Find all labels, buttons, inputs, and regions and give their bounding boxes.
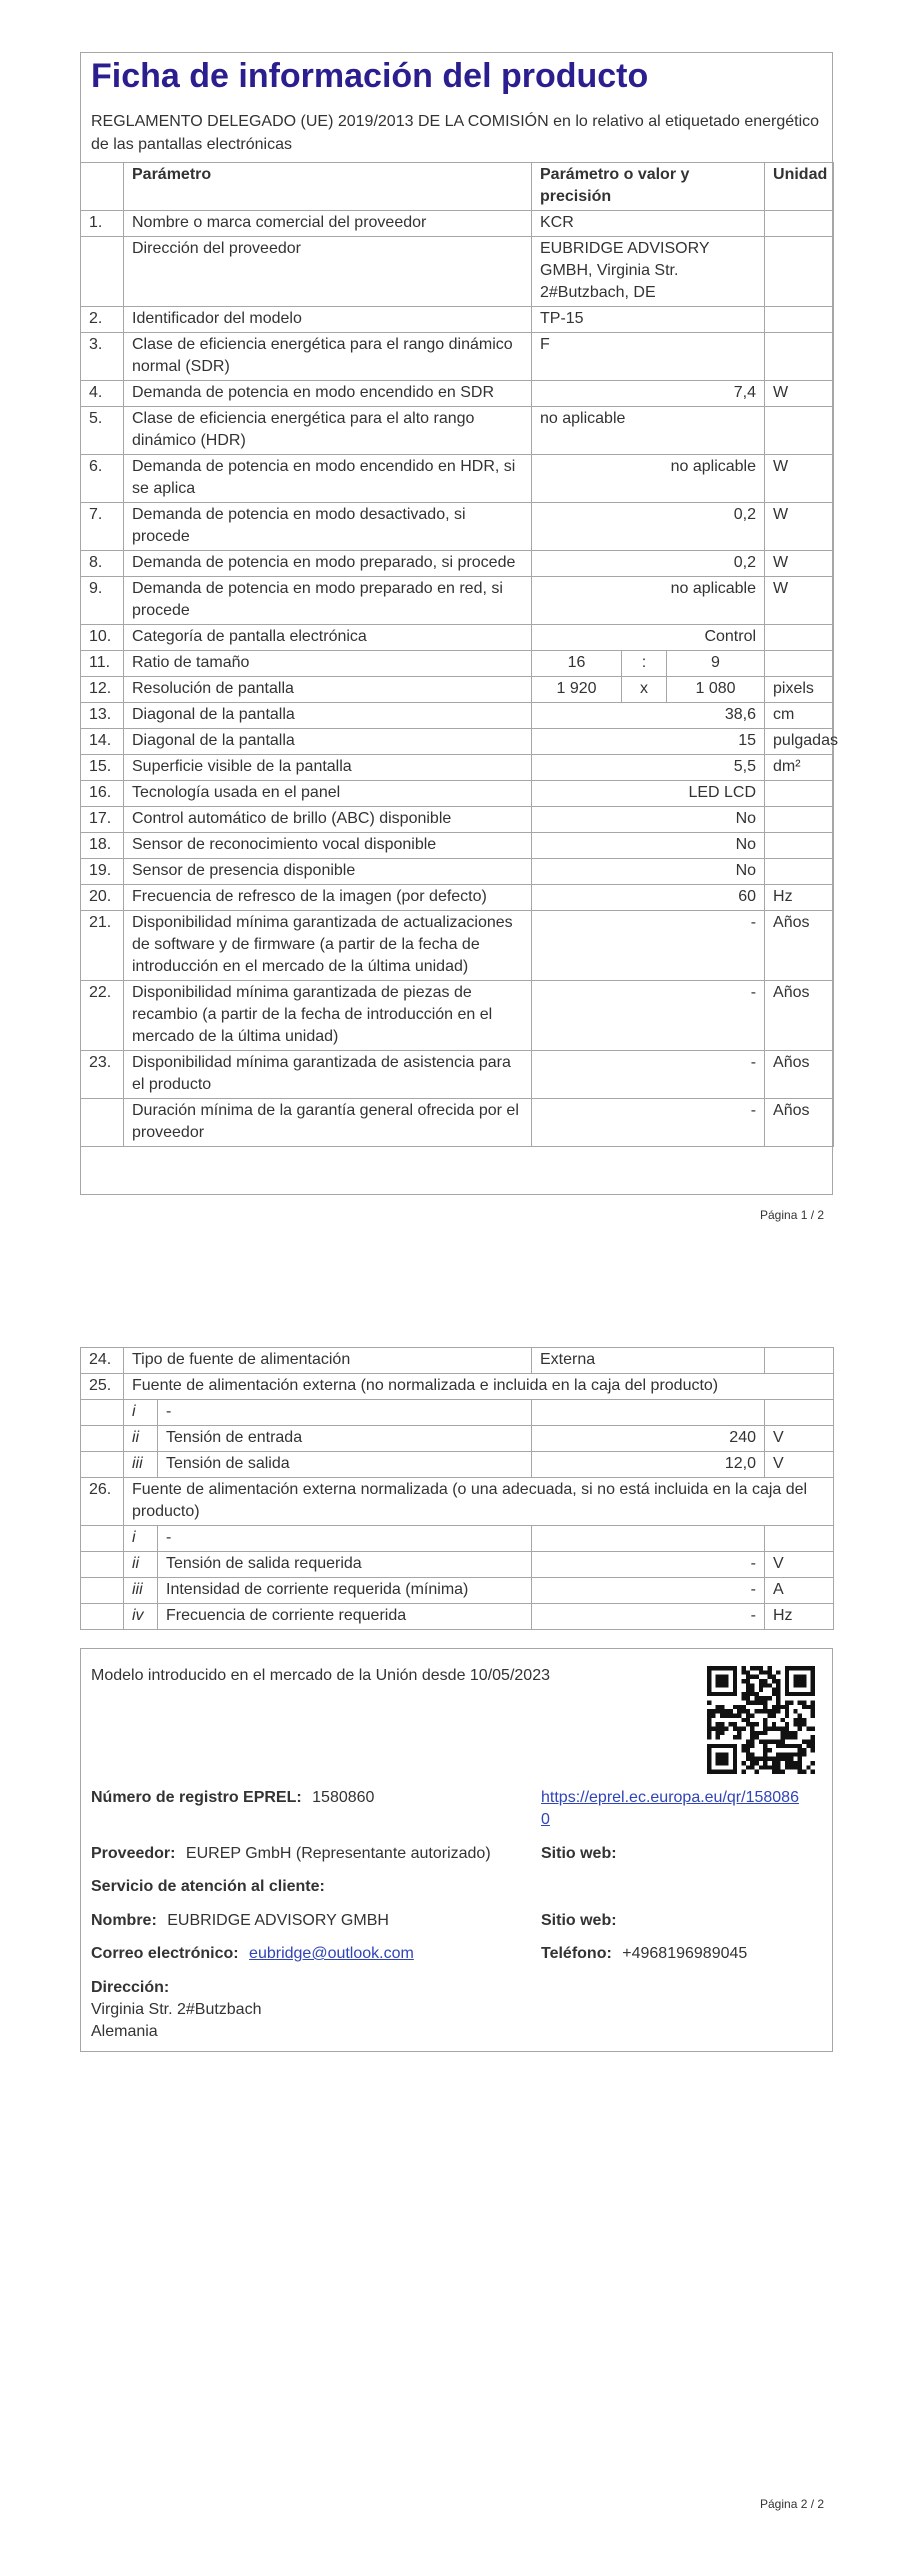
row-parameter: Nombre o marca comercial del proveedor <box>124 211 532 237</box>
market-intro: Modelo introducido en el mercado de la Unión desde 10/05/2023 <box>91 1667 550 1684</box>
page-subtitle: REGLAMENTO DELEGADO (UE) 2019/2013 DE LA COMISIÓN en lo relativo al etiquetado energético de las pantallas electrónicas <box>91 113 820 153</box>
row-value-a: 1 920 <box>532 677 622 703</box>
row-value: no aplicable <box>532 407 765 455</box>
row-value: - <box>532 981 765 1051</box>
row-value-a: 16 <box>532 651 622 677</box>
row-unit <box>765 333 834 381</box>
row-number: 22. <box>81 981 124 1051</box>
row-unit: pixels <box>765 677 834 703</box>
table-row: iii Tensión de salida 12,0 V <box>81 1452 834 1478</box>
row-unit <box>765 625 834 651</box>
row-number: 19. <box>81 859 124 885</box>
row-value: 5,5 <box>532 755 765 781</box>
row-parameter: Disponibilidad mínima garantizada de piezas de recambio (a partir de la fecha de introducción en el mercado de la última unidad) <box>124 981 532 1051</box>
row-value: No <box>532 859 765 885</box>
row-number: 20. <box>81 885 124 911</box>
row-unit <box>765 859 834 885</box>
row-unit <box>765 307 834 333</box>
row-value: 38,6 <box>532 703 765 729</box>
row-number: 16. <box>81 781 124 807</box>
email-link[interactable]: eubridge@outlook.com <box>249 1945 414 1962</box>
table-header-row <box>81 163 834 211</box>
row-number: 2. <box>81 307 124 333</box>
row-value: No <box>532 833 765 859</box>
provider-line <box>91 1843 491 1865</box>
row-unit: W <box>765 381 834 407</box>
row-parameter: Dirección del proveedor <box>124 237 532 307</box>
row-value: EUBRIDGE ADVISORY GMBH, Virginia Str. 2#Butzbach, DE <box>532 237 765 307</box>
row-unit: Hz <box>765 885 834 911</box>
row-unit: cm <box>765 703 834 729</box>
row-value-separator: : <box>622 651 667 677</box>
table-row <box>81 755 834 781</box>
row-number: 1. <box>81 211 124 237</box>
address-line-2: Alemania <box>91 2023 158 2040</box>
row-parameter: Control automático de brillo (ABC) disponible <box>124 807 532 833</box>
row-number: 10. <box>81 625 124 651</box>
row-unit: pulgadas <box>765 729 834 755</box>
row-number: 23. <box>81 1051 124 1099</box>
table-row <box>81 781 834 807</box>
phone-value: +4968196989045 <box>622 1945 748 1962</box>
row-unit <box>765 211 834 237</box>
row-parameter: Sensor de presencia disponible <box>124 859 532 885</box>
table-row: 25. Fuente de alimentación externa (no normalizada e incluida en la caja del producto) <box>81 1374 834 1400</box>
row-unit: Años <box>765 981 834 1051</box>
row-number <box>81 237 124 307</box>
row-number: 21. <box>81 911 124 981</box>
page-title: Ficha de información del producto <box>91 57 649 95</box>
row-number <box>81 1099 124 1147</box>
table-row <box>81 911 834 981</box>
row-value: No <box>532 807 765 833</box>
power-supply-table <box>80 1347 834 1630</box>
table-row <box>81 381 834 407</box>
table-row <box>81 859 834 885</box>
row-value: LED LCD <box>532 781 765 807</box>
phone-line <box>541 1943 747 1965</box>
row-value: - <box>532 1051 765 1099</box>
row-value: F <box>532 333 765 381</box>
col-header-unit: Unidad <box>765 163 834 211</box>
provider-label: Proveedor: <box>91 1845 176 1862</box>
row-number: 8. <box>81 551 124 577</box>
row-number: 18. <box>81 833 124 859</box>
row-value: no aplicable <box>532 577 765 625</box>
email-label: Correo electrónico: <box>91 1945 239 1962</box>
row-unit <box>765 651 834 677</box>
table-row <box>81 407 834 455</box>
table-row <box>81 677 834 703</box>
table-row: i - <box>81 1400 834 1426</box>
row-parameter: Clase de eficiencia energética para el rango dinámico normal (SDR) <box>124 333 532 381</box>
row-parameter: Sensor de reconocimiento vocal disponible <box>124 833 532 859</box>
row-number: 15. <box>81 755 124 781</box>
row-unit <box>765 833 834 859</box>
customer-service-label: Servicio de atención al cliente: <box>91 1878 325 1895</box>
row-value: 0,2 <box>532 551 765 577</box>
row-unit <box>765 781 834 807</box>
phone-label: Teléfono: <box>541 1945 612 1962</box>
row-number: 13. <box>81 703 124 729</box>
table-row <box>81 333 834 381</box>
row-parameter: Frecuencia de refresco de la imagen (por defecto) <box>124 885 532 911</box>
address-line-1: Virginia Str. 2#Butzbach <box>91 2001 262 2018</box>
table-row <box>81 807 834 833</box>
row-number: 5. <box>81 407 124 455</box>
row-value: 0,2 <box>532 503 765 551</box>
eprel-label: Número de registro EPREL: <box>91 1789 302 1806</box>
table-row <box>81 729 834 755</box>
table-row <box>81 703 834 729</box>
row-unit: W <box>765 577 834 625</box>
table-row: iv Frecuencia de corriente requerida - Hz <box>81 1604 834 1630</box>
row-parameter: Superficie visible de la pantalla <box>124 755 532 781</box>
row-value: no aplicable <box>532 455 765 503</box>
row-parameter: Diagonal de la pantalla <box>124 703 532 729</box>
row-unit: Años <box>765 1099 834 1147</box>
row-number: 3. <box>81 333 124 381</box>
row-parameter: Identificador del modelo <box>124 307 532 333</box>
table-row <box>81 551 834 577</box>
qr-code-icon <box>707 1666 815 1774</box>
row-number: 4. <box>81 381 124 407</box>
row-parameter: Resolución de pantalla <box>124 677 532 703</box>
contact-name-label: Nombre: <box>91 1912 157 1929</box>
row-parameter: Clase de eficiencia energética para el alto rango dinámico (HDR) <box>124 407 532 455</box>
website-label-2: Sitio web: <box>541 1912 617 1929</box>
row-value: KCR <box>532 211 765 237</box>
table-row: ii Tensión de entrada 240 V <box>81 1426 834 1452</box>
table-row <box>81 1099 834 1147</box>
row-value-b: 9 <box>667 651 765 677</box>
row-parameter: Demanda de potencia en modo encendido en HDR, si se aplica <box>124 455 532 503</box>
table-row <box>81 1051 834 1099</box>
table-row <box>81 651 834 677</box>
table-row <box>81 237 834 307</box>
row-unit <box>765 807 834 833</box>
table-row <box>81 455 834 503</box>
row-value-separator: x <box>622 677 667 703</box>
table-row <box>81 211 834 237</box>
provider-name: EUREP GmbH (Representante autorizado) <box>185 1845 491 1862</box>
row-unit: Años <box>765 911 834 981</box>
row-parameter: Demanda de potencia en modo encendido en SDR <box>124 381 532 407</box>
eprel-line <box>91 1787 374 1809</box>
row-parameter: Disponibilidad mínima garantizada de actualizaciones de software y de firmware (a partir de la fecha de introducción en el mercado de la última unidad) <box>124 911 532 981</box>
table-row <box>81 577 834 625</box>
contact-name-line <box>91 1910 389 1932</box>
row-number: 7. <box>81 503 124 551</box>
eprel-link[interactable]: https://eprel.ec.europa.eu/qr/1580860 <box>541 1789 799 1828</box>
email-line <box>91 1943 414 1965</box>
row-value: 7,4 <box>532 381 765 407</box>
row-parameter: Tecnología usada en el panel <box>124 781 532 807</box>
row-value: - <box>532 911 765 981</box>
row-parameter: Demanda de potencia en modo preparado, si procede <box>124 551 532 577</box>
row-value: TP-15 <box>532 307 765 333</box>
contact-name-value: EUBRIDGE ADVISORY GMBH <box>167 1912 389 1929</box>
row-value: 60 <box>532 885 765 911</box>
table-row: 26. Fuente de alimentación externa normalizada (o una adecuada, si no está incluida en la caja del producto) <box>81 1478 834 1526</box>
row-unit: dm² <box>765 755 834 781</box>
row-number: 12. <box>81 677 124 703</box>
row-unit: Años <box>765 1051 834 1099</box>
website-label-1: Sitio web: <box>541 1845 617 1862</box>
row-unit <box>765 407 834 455</box>
table-row: ii Tensión de salida requerida - V <box>81 1552 834 1578</box>
address-label: Dirección: <box>91 1979 170 1996</box>
product-info-table <box>80 162 838 1147</box>
row-value: 15 <box>532 729 765 755</box>
col-header-value: Parámetro o valor y precisión <box>532 163 765 211</box>
row-value: Control <box>532 625 765 651</box>
row-parameter: Demanda de potencia en modo preparado en red, si procede <box>124 577 532 625</box>
row-parameter: Categoría de pantalla electrónica <box>124 625 532 651</box>
row-number: 17. <box>81 807 124 833</box>
row-value-b: 1 080 <box>667 677 765 703</box>
table-row <box>81 625 834 651</box>
page-number: Página 1 / 2 <box>760 1208 825 1222</box>
table-row: 24. Tipo de fuente de alimentación Externa <box>81 1348 834 1374</box>
row-parameter: Demanda de potencia en modo desactivado, si procede <box>124 503 532 551</box>
row-unit <box>765 237 834 307</box>
page-number: Página 2 / 2 <box>760 2497 825 2511</box>
row-unit: W <box>765 455 834 503</box>
table-row <box>81 307 834 333</box>
eprel-number: 1580860 <box>312 1789 375 1806</box>
row-parameter: Ratio de tamaño <box>124 651 532 677</box>
table-row: iii Intensidad de corriente requerida (mínima) - A <box>81 1578 834 1604</box>
row-parameter: Disponibilidad mínima garantizada de asistencia para el producto <box>124 1051 532 1099</box>
table-row <box>81 503 834 551</box>
row-unit: W <box>765 503 834 551</box>
row-number: 11. <box>81 651 124 677</box>
row-number: 14. <box>81 729 124 755</box>
table-row <box>81 981 834 1051</box>
row-parameter: Diagonal de la pantalla <box>124 729 532 755</box>
row-value: - <box>532 1099 765 1147</box>
row-unit: W <box>765 551 834 577</box>
table-row: i - <box>81 1526 834 1552</box>
table-row <box>81 885 834 911</box>
row-parameter: Duración mínima de la garantía general ofrecida por el proveedor <box>124 1099 532 1147</box>
row-number: 6. <box>81 455 124 503</box>
row-number: 9. <box>81 577 124 625</box>
table-row <box>81 833 834 859</box>
col-header-parameter: Parámetro <box>124 163 532 211</box>
